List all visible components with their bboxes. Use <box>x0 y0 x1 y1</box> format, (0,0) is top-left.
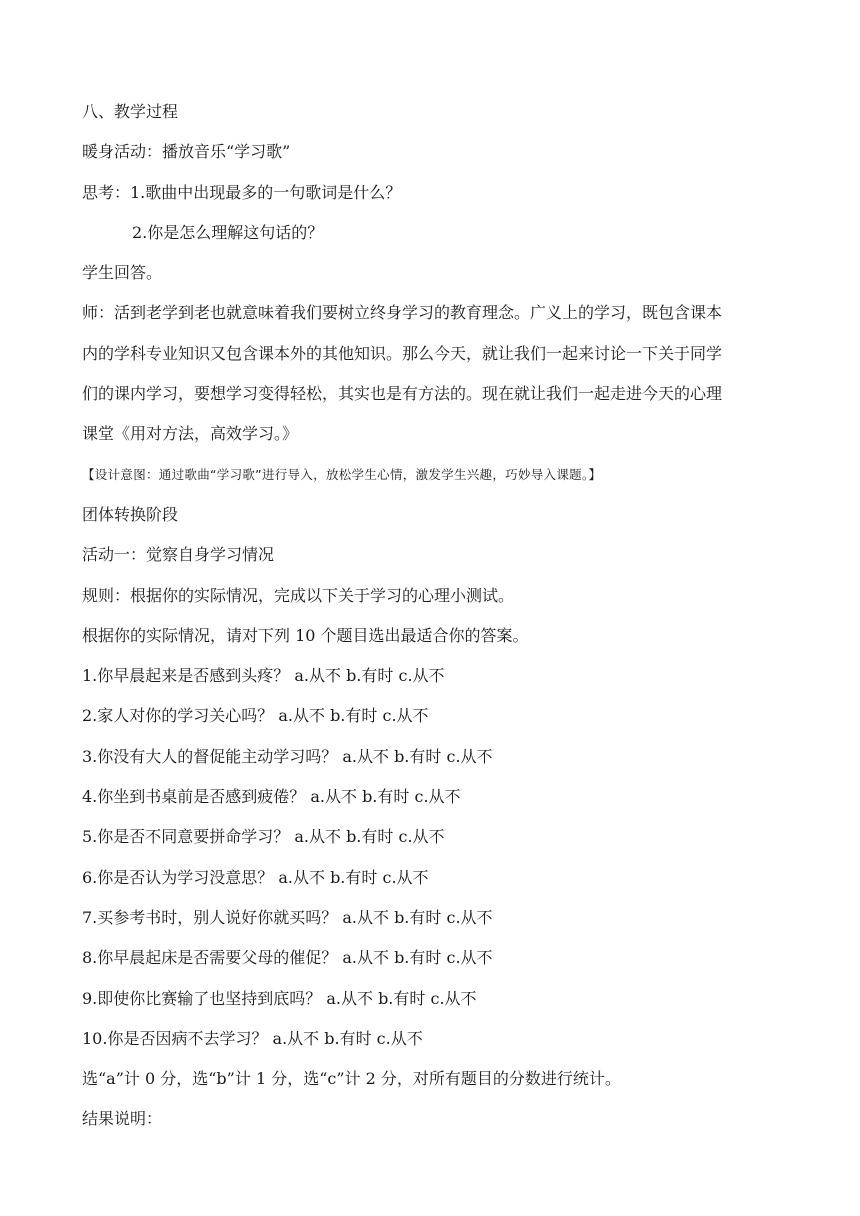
student-answer: 学生回答。 <box>82 263 163 283</box>
question-list <box>82 656 782 1059</box>
document-page <box>82 92 782 1140</box>
think-question-1: 思考：1.歌曲中出现最多的一句歌词是什么？ <box>82 182 402 202</box>
activity-rule: 规则：根据你的实际情况，完成以下关于学习的心理小测试。 <box>82 585 515 605</box>
warmup-activity: 暖身活动：播放音乐“学习歌” <box>82 142 291 162</box>
scoring-rule: 选“a”计 0 分，选“b”计 1 分，选“c”计 2 分，对所有题目的分数进行统计。 <box>82 1069 621 1089</box>
stage-title: 团体转换阶段 <box>82 504 179 524</box>
list-item: 10.你是否因病不去学习？ a.从不 b.有时 c.从不 <box>82 1028 423 1048</box>
teacher-line: 师：活到老学到老也就意味着我们要树立终身学习的教育理念。广义上的学习，既包含课本 <box>82 303 723 323</box>
design-intent-note: 【设计意图：通过歌曲“学习歌”进行导入，放松学生心情，激发学生兴趣，巧妙导入课题。】 <box>82 466 602 482</box>
think-question-2: 2.你是怎么理解这句话的？ <box>132 222 324 242</box>
activity-title: 活动一：觉察自身学习情况 <box>82 545 275 565</box>
list-item: 6.你是否认为学习没意思？ a.从不 b.有时 c.从不 <box>82 867 429 887</box>
result-title: 结果说明： <box>82 1109 163 1129</box>
teacher-line: 们的课内学习，要想学习变得轻松，其实也是有方法的。现在就让我们一起走进今天的心理 <box>82 384 723 404</box>
list-item: 1.你早晨起来是否感到头疼？ a.从不 b.有时 c.从不 <box>82 666 445 686</box>
teacher-line: 课堂《用对方法，高效学习。》 <box>82 424 299 444</box>
list-item: 3.你没有大人的督促能主动学习吗？ a.从不 b.有时 c.从不 <box>82 746 493 766</box>
list-item: 8.你早晨起床是否需要父母的催促？ a.从不 b.有时 c.从不 <box>82 948 493 968</box>
list-item: 4.你坐到书桌前是否感到疲倦？ a.从不 b.有时 c.从不 <box>82 787 461 807</box>
section-title: 八、教学过程 <box>82 102 179 121</box>
teacher-paragraph <box>82 293 782 454</box>
list-item: 2.家人对你的学习关心吗？ a.从不 b.有时 c.从不 <box>82 706 429 726</box>
teacher-line: 内的学科专业知识又包含课本外的其他知识。那么今天，就让我们一起来讨论一下关于同学 <box>82 343 723 363</box>
list-item: 9.即使你比赛输了也坚持到底吗？ a.从不 b.有时 c.从不 <box>82 988 477 1008</box>
list-item: 7.买参考书时，别人说好你就买吗？ a.从不 b.有时 c.从不 <box>82 907 493 927</box>
test-instruction: 根据你的实际情况，请对下列 10 个题目选出最适合你的答案。 <box>82 625 529 645</box>
list-item: 5.你是否不同意要拼命学习？ a.从不 b.有时 c.从不 <box>82 827 445 847</box>
